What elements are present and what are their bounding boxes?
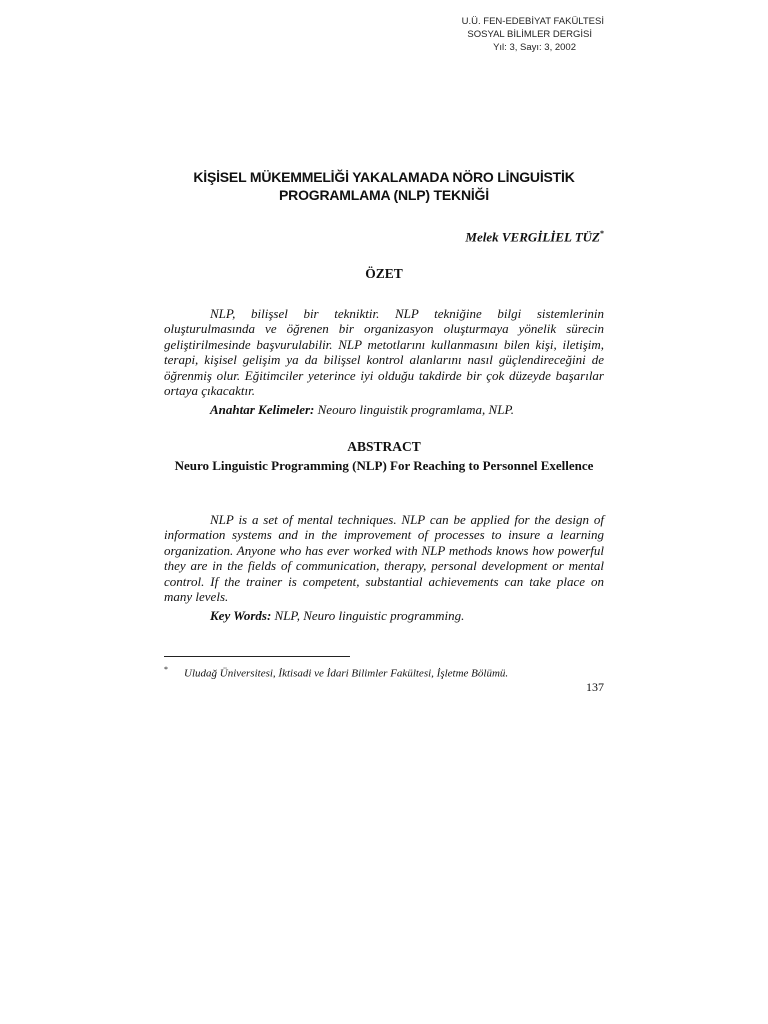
paper-title (164, 168, 604, 204)
abstract-keywords (210, 608, 464, 624)
footnote (164, 665, 508, 680)
abstract-heading: ABSTRACT (347, 439, 421, 454)
abstract-keywords-text: NLP, Neuro linguistic programming. (271, 608, 465, 623)
abstract-body: NLP is a set of mental techniques. NLP can be applied for the design of information systems and in the improvement of processes to insure a learning organization. Anyone who has ever worked with NLP methods knows how powerful they are in the fields of communication, therapy, personal development or mental control. If the trainer is competent, substantial achievements can take place on many levels. (164, 512, 604, 605)
ozet-keywords-text: Neouro linguistik programlama, NLP. (314, 402, 514, 417)
author-line (465, 229, 604, 245)
author-name: Melek VERGİLİEL TÜZ (465, 229, 600, 245)
journal-header (462, 15, 604, 54)
footnote-text: Uludağ Üniversitesi, İktisadi ve İdari Bilimler Fakültesi, İşletme Bölümü. (184, 667, 509, 680)
journal-faculty: U.Ü. FEN-EDEBİYAT FAKÜLTESİ (461, 16, 604, 27)
footnote-marker: * (164, 665, 168, 674)
paper-title-line1: KİŞİSEL MÜKEMMELİĞİ YAKALAMADA NÖRO LİNGUİSTİK (193, 169, 575, 185)
footnote-divider (164, 656, 350, 657)
ozet-heading: ÖZET (365, 266, 403, 281)
ozet-body: NLP, bilişsel bir tekniktir. NLP tekniğine bilgi sistemlerinin oluşturulmasında ve öğrenen bir organizasyon oluşturmaya yönelik sürecin geliştirilmesinde başvurulabilir. NLP metotlarını kullanmasını bilen kişi, iletişim, terapi, kişisel gelişim ya da bilişsel kontrol alanlarını nasıl güçlendireceğini de öğrenmiş olur. Eğitimciler yeterince iyi olduğu takdirde bir çok düzeyde başarılar ortaya çıkacaktır. (164, 306, 604, 399)
author-footnote-marker: * (600, 229, 604, 238)
journal-issue: Yıl: 3, Sayı: 3, 2002 (493, 42, 576, 53)
ozet-keywords (210, 402, 514, 418)
ozet-keywords-label: Anahtar Kelimeler: (210, 402, 315, 417)
page-number: 137 (586, 680, 604, 694)
paper-title-line2: PROGRAMLAMA (NLP) TEKNİĞİ (279, 187, 489, 203)
journal-name: SOSYAL BİLİMLER DERGİSİ (467, 29, 592, 40)
abstract-subtitle: Neuro Linguistic Programming (NLP) For Reaching to Personnel Exellence (174, 458, 594, 473)
abstract-keywords-label: Key Words: (210, 608, 272, 623)
